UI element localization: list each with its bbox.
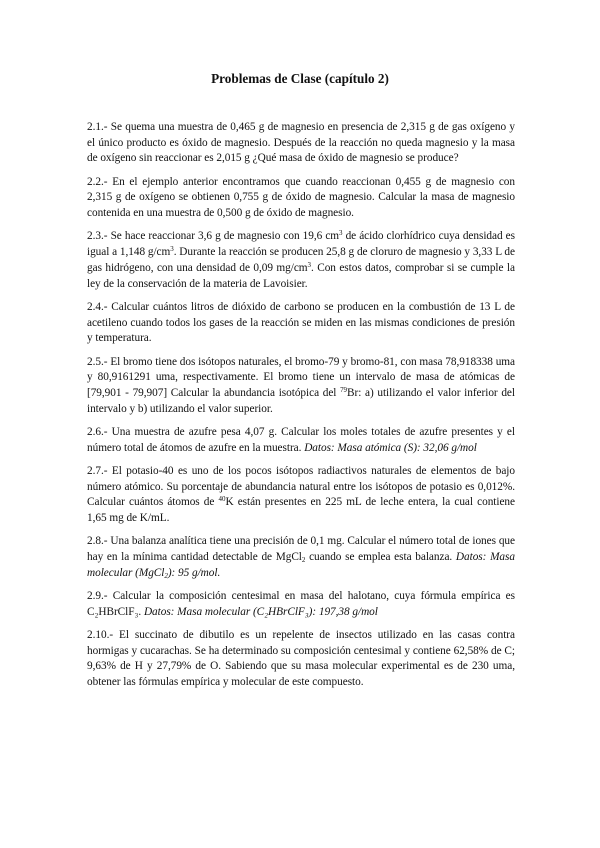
problem-text: Se quema una muestra de 0,465 g de magnesio en presencia de 2,315 g de gas oxígeno y el único producto es óxido de magnesio. Después de la reacción no queda magnesio y la masa de oxígeno sin reaccionar es 2,015 g ¿Qué masa de óxido de magnesio se produce? [87,121,515,165]
problem-2-6 [87,425,515,456]
problem-number: 2.1.- [87,121,108,133]
superscript: 3 [170,245,174,254]
problem-number: 2.10.- [87,629,114,642]
problem-list [87,120,515,698]
data-note: Datos: Masa atómica (S): 32,06 g/mol [304,441,477,454]
problem-text-part: El bromo tiene dos isótopos naturales, el bromo-79 y bromo-81, con masa 78,918338 uma y 80,9161291 uma, respectivamente. El bromo tiene un intervalo de masa de atómicas de [79,901 - 79,907] Calcular la abundancia isotópica del [87,355,515,399]
problem-text: En el ejemplo anterior encontramos que cuando reaccionan 0,455 g de magnesio con 2,315 g de oxígeno se obtienen 0,755 g de óxido de magnesio. Calcular la masa de magnesio contenida en una muestra de 0,500 g de óxido de magnesio. [87,175,516,220]
problem-number: 2.5.- [87,355,108,368]
problem-number: 2.8.- [87,535,108,548]
problem-number: 2.7.- [87,464,108,477]
superscript: 3 [339,229,343,238]
problem-text-part: . Durante la reacción se producen 25,8 g de cloruro de magnesio y 3,33 L de gas hidrógeno, con una densidad de 0,09 mg/cm [87,246,515,274]
problem-text-part: K están presentes en 225 mL de leche entera, la cual contiene 1,65 mg de K/mL. [87,496,515,525]
problem-number: 2.9.- [87,590,108,603]
data-note-part: ): 95 g/mol. [167,566,221,579]
problem-text-part: cuando se emplea esta balanza. [305,551,453,564]
superscript: 79 [340,385,348,394]
problem-2-1 [87,120,515,167]
problem-2-8 [87,534,515,581]
problem-text: Calcular cuántos litros de dióxido de carbono se producen en la combustión de 13 L de acetileno cuando todos los gases de la reacción se miden en las mismas condiciones de presión y temperatura. [87,300,515,345]
problem-2-5 [87,355,515,418]
data-note: Datos: Masa molecular (C₂HBrClF₃): 197,38 g/mol [143,605,378,618]
problem-text-part: de ácido clorhídrico cuya densidad es igual a 1,148 g/cm [87,230,515,259]
problem-text-part: Br: a) utilizando el valor inferior del intervalo y b) utilizando el valor superior. [87,386,515,415]
problem-2-9 [87,589,515,620]
subscript: 2 [301,556,306,565]
problem-number: 2.4.- [87,300,108,313]
problem-2-10 [87,628,515,691]
problem-text: Una muestra de azufre pesa 4,07 g. Calcular los moles totales de azufre presentes y el número total de átomos de azufre en la muestra. [87,425,515,454]
problem-number: 2.3.- [87,230,108,243]
problem-text-part: . Con estos datos, comprobar si se cumple la ley de la conservación de la materia de Lavoisier. [87,261,515,290]
problem-2-7 [87,464,515,527]
data-note-part: Datos: Masa molecular (MgCl [87,551,515,579]
subscript: 2 [164,571,168,580]
problem-2-4 [87,300,515,347]
problem-text-part: El potasio-40 es uno de los pocos isótopos radiactivos naturales de elementos de bajo número atómico. Su porcentaje de abundancia natural entre los isótopos de potasio es 0,012%. Calcular cuántos átomos de [87,464,515,509]
superscript: 3 [307,260,311,269]
problem-number: 2.2.- [87,175,108,188]
problem-text: El succinato de dibutilo es un repelente de insectos utilizado en las casas contra hormigas y cucarachas. Se ha determinado su composición centesimal y contiene 62,58% de C; 9,63% de H y 27,79% de O. Sabiendo que su masa molecular experimental es de 230 uma, obtener las fórmulas empírica y molecular de este compuesto. [87,629,515,689]
superscript: 40 [218,495,226,504]
problem-text-part: Se hace reaccionar 3,6 g de magnesio con 19,6 cm [110,230,340,243]
problem-2-2 [87,175,515,222]
problem-text-part: Una balanza analítica tiene una precisión de 0,1 mg. Calcular el número total de iones que hay en la mínima cantidad detectable de MgCl [87,535,515,564]
problem-number: 2.6.- [87,425,108,438]
page-title: Problemas de Clase (capítulo 2) [211,71,389,86]
problem-text: Calcular la composición centesimal en masa del halotano, cuya fórmula empírica es C₂HBrClF₃. [87,590,515,618]
problem-2-3 [87,229,515,292]
